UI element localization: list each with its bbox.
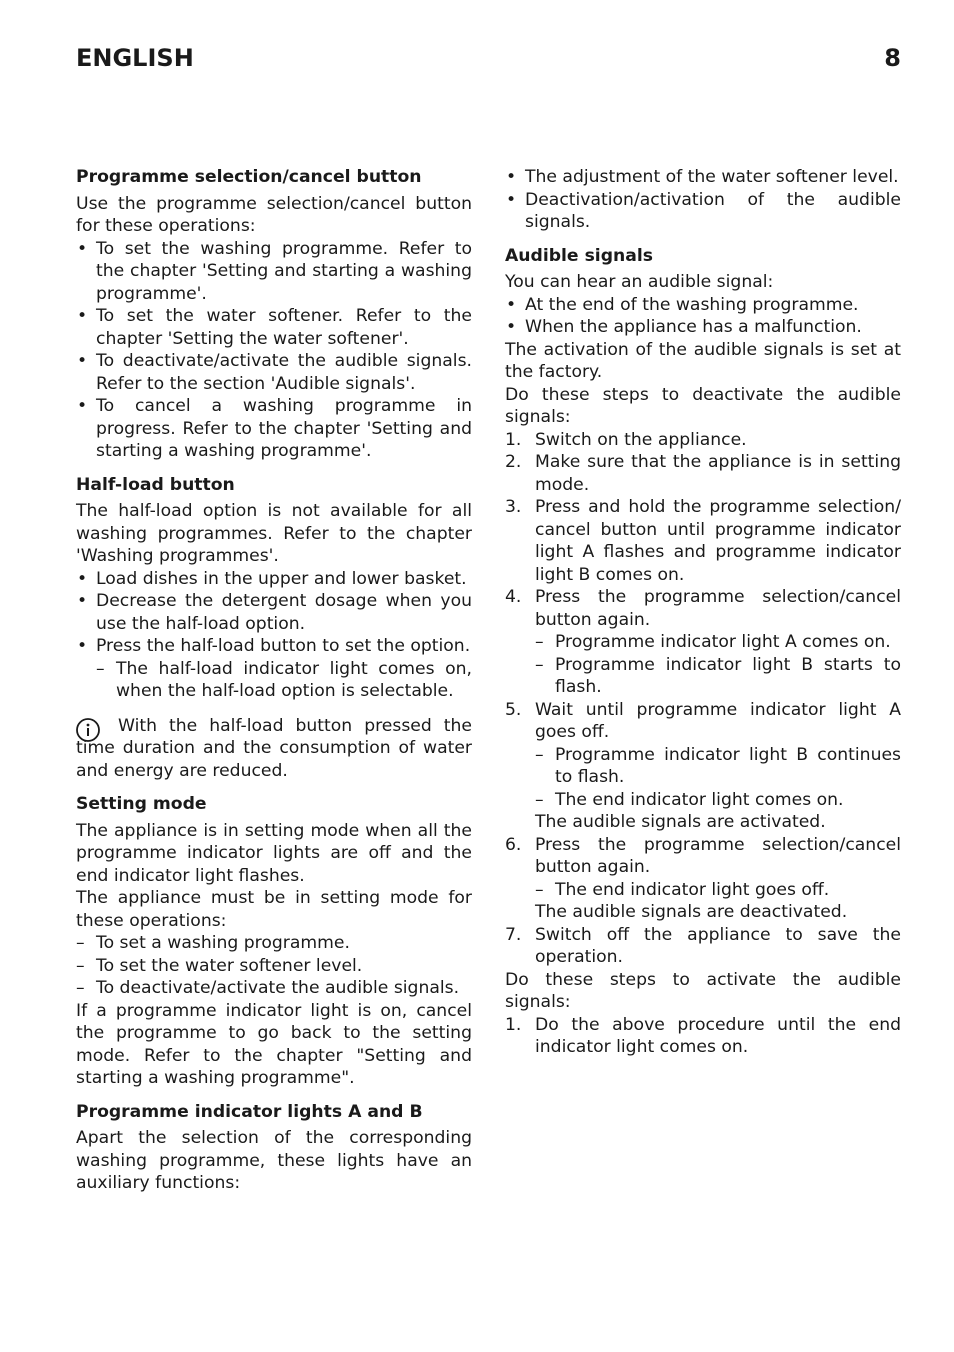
step-number: 2. [505,452,522,472]
step-item [505,586,901,699]
step-item [505,1014,901,1059]
bullet-list [76,568,472,703]
list-item: • Deactivation/activation of the audible signals. [505,189,901,234]
list-item-text: Press the half-load button to set the option. [96,636,471,656]
step-text: Press the programme selection/cancel button again. [535,587,901,630]
list-item: – To set a washing programme. [76,932,472,955]
step-text: Press the programme selection/cancel button again. [535,834,901,877]
dash-list [535,631,901,699]
paragraph: If a programme indicator light is on, cancel the programme to go back to the setting mode. Refer to the chapter "Setting and starting a washing programme". [76,1000,472,1088]
paragraph: You can hear an audible signal: [505,272,774,292]
step-number: 1. [505,1014,522,1035]
list-item: • At the end of the washing programme. [505,294,901,317]
left-column [76,166,472,1206]
list-item: • To cancel a washing programme in progress. Refer to the chapter 'Setting and starting a washing programme'. [76,395,472,463]
step-number: 6. [505,834,522,855]
numbered-list [505,429,901,969]
page-number: 8 [884,44,901,72]
step-item [505,429,901,452]
section-indicator-lights [76,1101,472,1195]
list-item: – To set the water softener level. [76,955,472,978]
section-title: Setting mode [76,794,207,814]
list-item: – To deactivate/activate the audible signals. [76,977,472,1000]
list-item: – The end indicator light comes on. [535,789,901,812]
list-item: – Programme indicator light A comes on. [535,631,901,654]
list-item: • To deactivate/activate the audible signals. Refer to the section 'Audible signals'. [76,350,472,395]
list-item: • To set the water softener. Refer to the chapter 'Setting the water softener'. [76,305,472,350]
step-text: Switch off the appliance to save the operation. [535,924,901,967]
list-item: – The half-load indicator light comes on, when the half-load option is selectable. [96,658,472,703]
list-item: • Decrease the detergent dosage when you use the half-load option. [76,590,472,635]
paragraph: Do these steps to deactivate the audible signals: [505,384,901,427]
paragraph: The appliance must be in setting mode for these operations: [76,888,472,931]
paragraph: The appliance is in setting mode when all the programme indicator lights are off and the end indicator light flashes. [76,820,472,886]
dash-list [535,744,901,812]
section-title: Programme selection/cancel button [76,167,422,187]
step-number: 5. [505,699,522,720]
list-item: – Programme indicator light B starts to flash. [535,654,901,699]
section-title: Audible signals [505,245,653,266]
list-item: – The end indicator light goes off. [535,879,901,902]
page-header [76,44,901,78]
list-item: – Programme indicator light B continues to flash. [535,744,901,789]
list-item [76,635,472,703]
step-text: Do the above procedure until the end indicator light comes on. [535,1014,901,1057]
paragraph: The activation of the audible signals is set at the factory. [505,339,901,382]
section-setting-mode [76,793,472,1090]
section-title: Half-load button [76,474,235,495]
step-text: Press and hold the programme selection/ cancel button until programme indicator light A flashes and programme indicator light B comes on. [535,497,901,585]
step-text: Wait until programme indicator light A goes off. [535,699,901,742]
step-item [505,699,901,834]
step-item [505,496,901,586]
paragraph: Use the programme selection/cancel button for these operations: [76,193,472,236]
list-item: • To set the washing programme. Refer to the chapter 'Setting and starting a washing programme'. [76,238,472,306]
info-note [76,715,472,783]
note-text: With the half-load button pressed the time duration and the consumption of water and energy are reduced. [76,715,472,781]
bullet-list [76,238,472,463]
paragraph: Do these steps to activate the audible signals: [505,969,901,1012]
numbered-list [505,1014,901,1059]
dash-list [76,932,472,1000]
bullet-list [505,166,901,234]
language-label: ENGLISH [76,44,194,72]
info-icon [76,718,100,742]
paragraph: The half-load option is not available for all washing programmes. Refer to the chapter 'Washing programmes'. [76,501,472,566]
step-item [505,451,901,496]
bullet-list [505,294,901,339]
list-item: • When the appliance has a malfunction. [505,316,901,339]
step-number: 3. [505,497,522,517]
section-half-load [76,474,472,783]
dash-list [96,658,472,703]
dash-list [535,879,901,902]
list-item: • Load dishes in the upper and lower basket. [76,568,472,591]
right-column [505,166,901,1070]
step-text: Make sure that the appliance is in setting mode. [535,452,901,495]
step-result: The audible signals are deactivated. [535,902,848,922]
paragraph: Apart the selection of the corresponding washing programme, these lights have an auxiliary functions: [76,1128,472,1193]
section-programme-selection [76,166,472,463]
step-text: Switch on the appliance. [535,429,747,450]
step-number: 1. [505,429,522,450]
section-title: Programme indicator lights A and B [76,1101,423,1122]
step-number: 7. [505,924,522,945]
step-number: 4. [505,587,522,607]
step-result: The audible signals are activated. [535,812,826,832]
step-item [505,924,901,969]
section-audible-signals [505,245,901,1059]
list-item: • The adjustment of the water softener level. [505,166,901,189]
step-item [505,834,901,924]
